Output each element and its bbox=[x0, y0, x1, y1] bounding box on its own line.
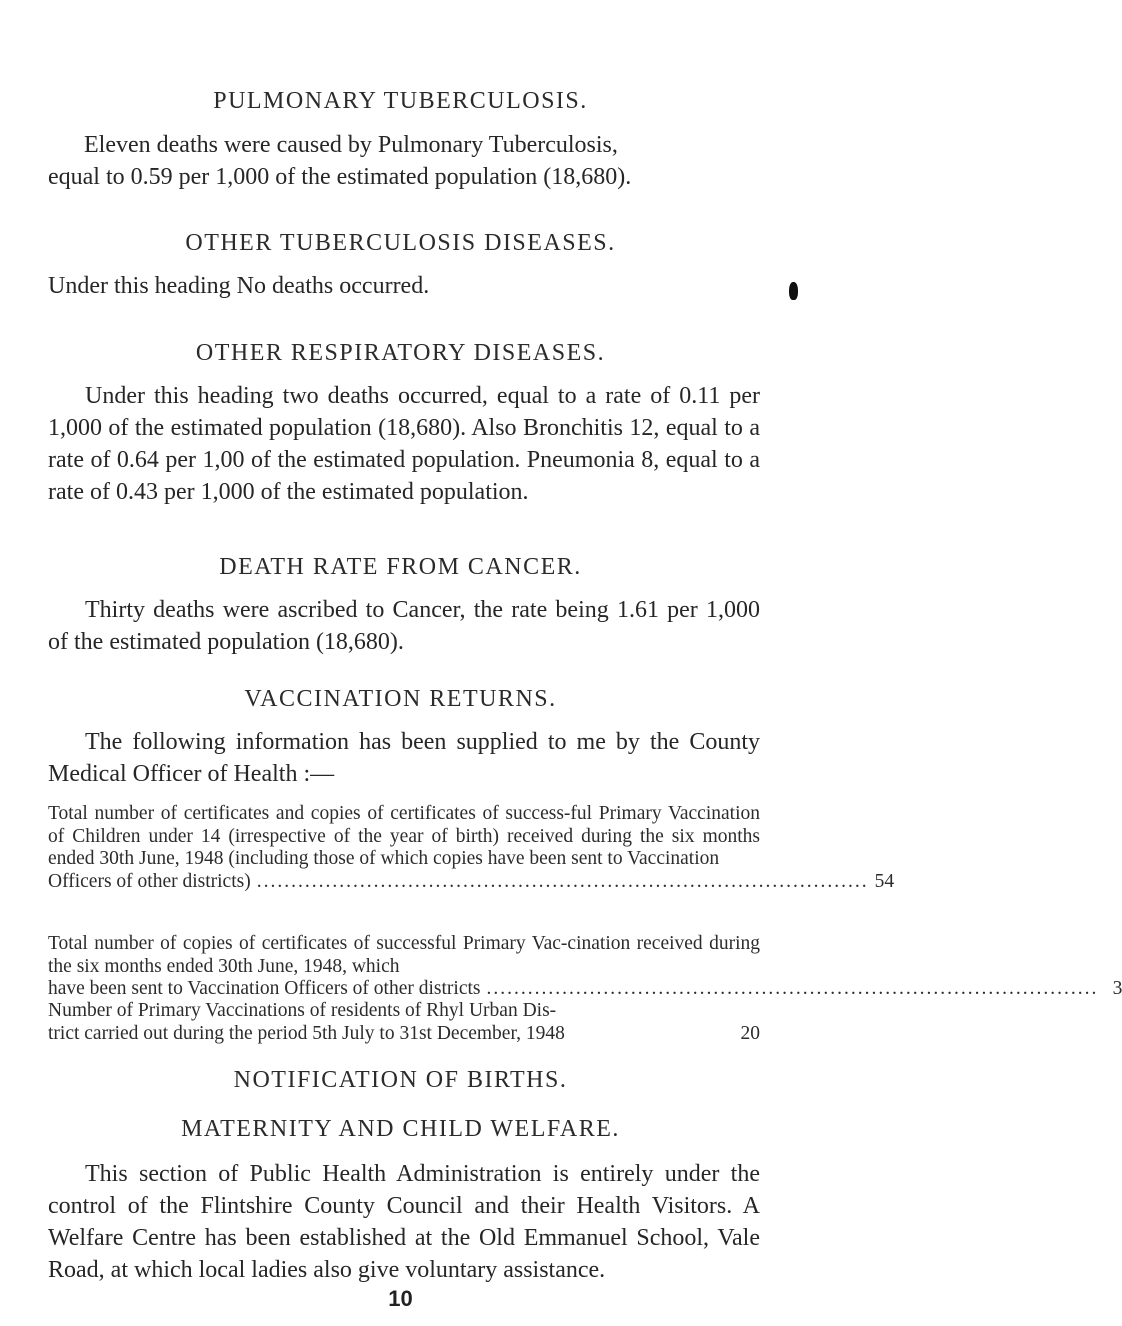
vaccination-item-1-lastline bbox=[48, 870, 895, 894]
maternity-paragraph bbox=[48, 1158, 760, 1286]
vaccination-item-3 bbox=[48, 1000, 760, 1045]
vaccination-item-3-value: 20 bbox=[740, 1022, 760, 1044]
heading-pulmonary-tuberculosis: PULMONARY TUBERCULOSIS. bbox=[213, 88, 588, 114]
heading-other-respiratory: OTHER RESPIRATORY DISEASES. bbox=[195, 340, 606, 366]
maternity-text: This section of Public Health Administration is entirely under the control of the Flintshire County Council and their Health Visitors. A Welfare Centre has been established at the Old Emmanuel School, Vale Road, at which local ladies also give voluntary assistance. bbox=[48, 1161, 760, 1283]
vaccination-item-2 bbox=[48, 933, 1122, 1001]
heading-other-tuberculosis: OTHER TUBERCULOSIS DISEASES. bbox=[185, 230, 616, 256]
vaccination-intro: The following information has been supplied to me by the County Medical Officer of Health :— bbox=[48, 729, 760, 787]
heading-notification-of-births: NOTIFICATION OF BIRTHS. bbox=[233, 1067, 568, 1093]
heading-cancer: DEATH RATE FROM CANCER. bbox=[219, 554, 582, 580]
ink-mark bbox=[789, 282, 798, 300]
other-tuberculosis-text: Under this heading No deaths occurred. bbox=[48, 273, 430, 299]
page-number: 10 bbox=[388, 1286, 413, 1311]
respiratory-paragraph bbox=[48, 380, 760, 508]
vaccination-intro-paragraph bbox=[48, 726, 760, 790]
vaccination-item-2-lastline bbox=[48, 978, 1122, 1001]
cancer-paragraph bbox=[48, 594, 760, 658]
respiratory-text: Under this heading two deaths occurred, equal to a rate of 0.11 per 1,000 of the estimated population (18,680). Also Bronchitis 12, equal to a rate of 0.64 per 1,00 of the estimated population. Pneumonia 8, equal to a rate of 0.43 per 1,000 of the estimated population. bbox=[48, 383, 760, 505]
dot-leader: ......................................................................................... bbox=[486, 978, 1099, 999]
vaccination-item-1-text: Total number of certificates and copies of certificates of success-ful Primary Vaccination of Children under 14 (irrespective of the year of birth) received during the six months ended 30th June, 1948 (including those of which copies have been sent to Vaccination bbox=[48, 803, 760, 869]
pulmonary-line-1: Eleven deaths were caused by Pulmonary Tuberculosis, bbox=[84, 132, 618, 158]
vaccination-item-3-lastline bbox=[48, 1023, 760, 1046]
vaccination-item-3-text: Number of Primary Vaccinations of residents of Rhyl Urban Dis- bbox=[48, 1000, 557, 1021]
vaccination-item-2-last: have been sent to Vaccination Officers of other districts bbox=[48, 978, 481, 999]
vaccination-item-3-last: trict carried out during the period 5th July to 31st December, 1948 bbox=[48, 1022, 565, 1044]
dot-leader: ......................................................................................... bbox=[256, 870, 869, 892]
vaccination-item-1-value: 54 bbox=[874, 870, 895, 892]
pulmonary-line-2: equal to 0.59 per 1,000 of the estimated population (18,680). bbox=[48, 164, 632, 190]
cancer-text: Thirty deaths were ascribed to Cancer, the rate being 1.61 per 1,000 of the estimated population (18,680). bbox=[48, 597, 760, 655]
heading-vaccination: VACCINATION RETURNS. bbox=[244, 686, 557, 712]
vaccination-item-1-last: Officers of other districts) bbox=[48, 870, 251, 892]
vaccination-item-1 bbox=[48, 803, 895, 893]
vaccination-item-2-text: Total number of copies of certificates of successful Primary Vac-cination received during the six months ended 30th June, 1948, which bbox=[48, 933, 760, 977]
heading-maternity-child-welfare: MATERNITY AND CHILD WELFARE. bbox=[181, 1116, 620, 1142]
vaccination-item-2-value: 3 bbox=[1112, 978, 1122, 999]
